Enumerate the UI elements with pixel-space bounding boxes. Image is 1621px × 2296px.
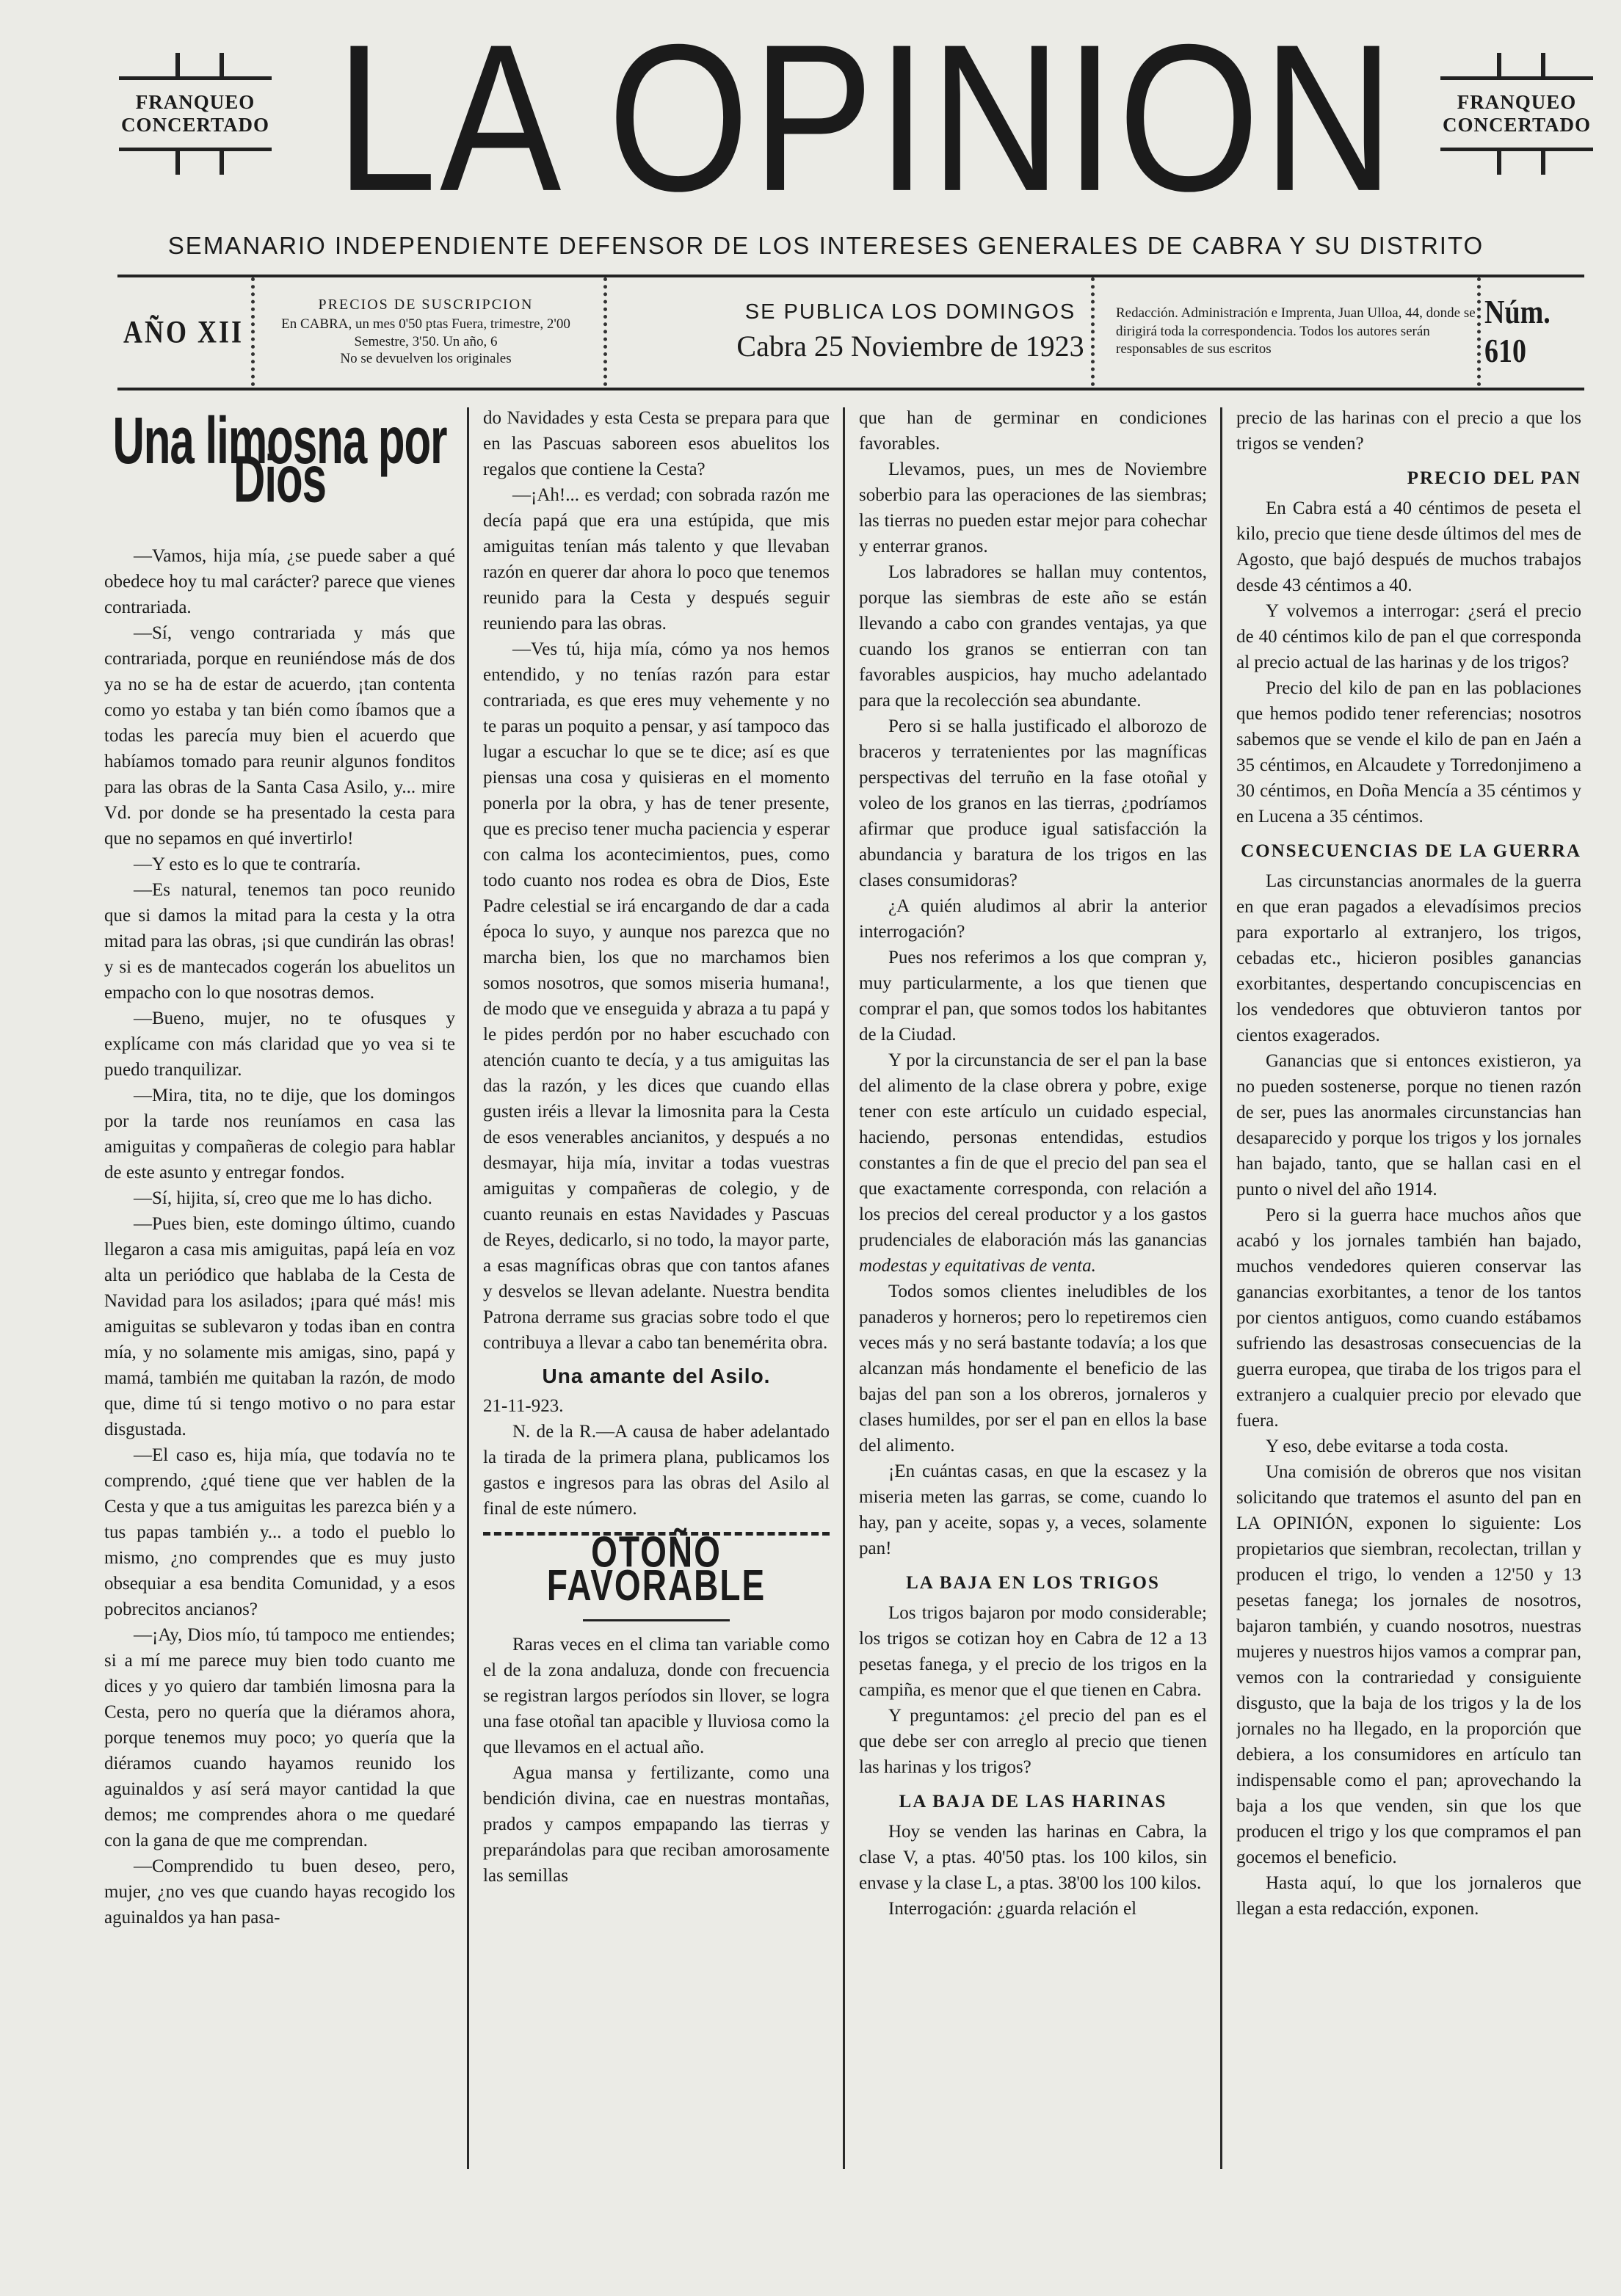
section-heading-consecuencias: CONSECUENCIAS DE LA GUERRA [1241,841,1581,861]
column-1 [104,405,455,2189]
paragraph: Hasta aquí, lo que los jornaleros que llegan a esta redacción, exponen. [1236,1873,1581,1919]
article-signature: Una amante del Asilo. [542,1365,771,1387]
column-2 [483,405,830,2189]
info-band [117,277,1584,386]
band-bottom-rule [117,388,1584,390]
paragraph: —Pues bien, este domingo último, cuando llegaron a casa mis amiguitas, papá leía en voz alta un periódico que hablaba de la Cesta de Navidad para los asilados; ¡para qué más! mis amiguitas se sublevaron y todas iban en contra mía, y no solamente mis amigas, sino, papá y mamá, también me quitaban la razón, de modo que, dime tú si tengo motivo o no para estar disgustada. [104,1214,455,1439]
editorial-address: Redacción. Administración e Imprenta, Juan Ulloa, 44, donde se dirigirá toda la correspondencia. Todos los autores serán responsables de sus escritos [1116,305,1476,357]
article-title-otono: OTOÑO FAVORABLE [546,1526,766,1610]
paragraph: Y volvemos a interrogar: ¿será el precio de 40 céntimos kilo de pan el que corresponda al precio actual de las harinas y de los trigos? [1236,601,1581,672]
paragraph: ¡En cuántas casas, en que la escasez y la miseria meten las garras, se come, cuando lo hay, pan y aceite, sopas y, a veces, solamente pan! [859,1461,1207,1558]
prices-body: En CABRA, un mes 0'50 ptas Fuera, trimestre, 2'00 Semestre, 3'50. Un año, 6 [281,316,570,349]
paragraph: Una comisión de obreros que nos visitan solicitando que tratemos el asunto del pan en LA OPINIÓN, exponen lo siguiente: Los propietarios que siembran, recolectan, trillan y producen el trigo, lo venden a 12'50 y 13 pesetas fanega; los jornales de nosotros, bajaron también, y cuando nosotros, nuestras mujeres y nuestros hijos vamos a comprar pan, vemos con la contrariedad y consiguiente disgusto, que la baja de los trigos y la de los jornales no ha llegado, en la proporción que debiera, a los consumidores en artículo tan indispensable como el pan; aprovechando la baja a los que venden, sin que los que producen el trigo y los que compramos el pan gocemos el beneficio. [1236,1462,1581,1867]
paragraph: Hoy se venden las harinas en Cabra, la clase V, a ptas. 40'50 ptas. los 100 kilos, sin envase y la clase L, a ptas. 38'00 los 100 kilos. [859,1822,1207,1893]
section-heading-baja-trigos: LA BAJA EN LOS TRIGOS [906,1573,1160,1593]
paragraph: Raras veces en el clima tan variable como el de la zona andaluza, donde con frecuencia se registran largos períodos sin llover, se logra una fase otoñal tan apacible y lluviosa como la que llevamos en el actual año. [483,1635,830,1757]
paragraph: —Mira, tita, no te dije, que los domingos por la tarde nos reuníamos en casa las amiguitas y compañeras de colegio para hablar de este asunto y entregar fondos. [104,1086,455,1182]
paragraph: Agua mansa y fertilizante, como una bendición divina, cae en nuestras montañas, prados y campos empapando las tierras y preparándolas para que reciban amorosamente las semillas [483,1763,830,1886]
franqueo-stamp-left-text: FRANQUEO CONCERTADO [119,76,272,151]
paragraph: —Ves tú, hija mía, cómo ya nos hemos entendido, y no tenías razón para estar contrariada, es que eres muy vehemente y no te paras un poquito a pensar, y así tampoco das lugar a escuchar lo que se te dice; así es que piensas una cosa y quisieras en el momento ponerla por la obra, y has de tener presente, que es preciso tener mucha paciencia y esperar con calma los acontecimientos, pues, como todo cuanto nos rodea es obra de Dios, Este Padre celestial se irá encargando de dar a cada época lo suyo, y aunque nos parezca que no marcha bien, los que no marchamos bien somos nosotros, que somos miseria humana!, de modo que ve enseguida y abraza a tu papá y le pides perdón por no haber escuchado con atención cuanto te decía, y a tus amiguitas las das la razón, y les dices que cuando ellas gusten iréis a llevar la limosnita para la Cesta de esos venerables ancianitos, y después a no desmayar, hija mía, invitar a todas vuestras amiguitas y compañeras de colegio, y de cuanto reunais en estas Navidades y Pascuas de Reyes, dedicarlo, si no todo, la mayor parte, a esas magníficas obras que con tantos afanes y desvelos se llevan adelante. Nuestra bendita Patrona derrame sus gracias sobre todo el que contribuya a llevar a cabo tan benemérita obra. [483,639,830,1353]
column-divider-2 [843,407,845,2169]
prices-note: No se devuelven los originales [340,351,512,367]
paragraph: ¿A quién aludimos al abrir la anterior interrogación? [859,896,1207,942]
paragraph: —Bueno, mujer, no te ofusques y explícame con más claridad que yo vea si te puedo tranquilizar. [104,1009,455,1080]
publication-day: SE PUBLICA LOS DOMINGOS [744,300,1076,324]
title-underline [583,1619,730,1621]
paragraph-emphasis: modestas y equitativas de venta. [859,1256,1096,1276]
paragraph: Precio del kilo de pan en las poblaciones que hemos podido tener referencias; nosotros sabemos que se vende el kilo de pan en Jaén a 35 céntimos, en Alcaudete y Torredonjimeno a 30 céntimos, en Doña Mencía a 35 céntimos y en Lucena a 35 céntimos. [1236,678,1581,827]
paragraph: Pero si la guerra hace muchos años que acabó y los jornales también han bajado, muchos vendedores quieren conservar las ganancias exorbitantes, a tenor de los tantos por cientos antiguos, como cuando estábamos sufriendo las desastrosas consecuencias de la guerra europea, que tiraba de los trigos para el extranjero a cualquier precio por elevado que fuera. [1236,1205,1581,1431]
paragraph: —¡Ay, Dios mío, tú tampoco me entiendes; si a mí me parece muy bien todo cuanto me dices y yo quiero dar también limosna para la Cesta, pero no quería que la diéramos ahora, porque tenemos muy poco; yo quería que la diéramos cuando hayamos reunido los aguinaldos y así será mayor cantidad la que demos; me comprendes ahora o me quedaré con la gana de que me comprendan. [104,1625,455,1850]
paragraph: Los trigos bajaron por modo considerable; los trigos se cotizan hoy en Cabra de 12 a 13 pesetas fanega, y el precio de los trigos en la campiña, es menor que el que tienen en Cabra. [859,1603,1207,1700]
paragraph: do Navidades y esta Cesta se prepara para que en las Pascuas saboreen esos abuelitos los regalos que contiene la Cesta? [483,408,830,479]
paragraph: precio de las harinas con el precio a que los trigos se venden? [1236,408,1581,454]
paragraph-text: Y por la circunstancia de ser el pan la base del alimento de la clase obrera y pobre, exige tener con este artículo un cuidado especial, haciendo, personas entendidas, estudios constantes a fin de que el precio del pan sea el que exactamente corresponda, con relación a los precios del cereal productor y a los gastos prudenciales de elaboración más las ganancias [859,1050,1207,1250]
paragraph: Las circunstancias anormales de la guerra en que eran pagados a elevadísimos precios para exportarlo al extranjero, los trigos, cebadas etc., hicieron posibles ganancias exorbitantes, despertando concupiscencias en los vendedores que obtuvieron tantos por cientos exagerados. [1236,871,1581,1045]
paragraph: Pero si se halla justificado el alborozo de braceros y terratenientes por las magníficas perspectivas del terruño en la fase otoñal y voleo de los granos en las tierras, ¿podríamos afirmar que produce igual satisfacción la abundancia y baratura de los trigos en las clases consumidoras? [859,716,1207,890]
paragraph: —Vamos, hija mía, ¿se puede saber a qué obedece hoy tu mal carácter? parece que vienes contrariada. [104,546,455,617]
editor-note: N. de la R.—A causa de haber adelantado la tirada de la primera plana, publicamos los gastos e ingresos para las obras del Asilo al final de este número. [483,1422,830,1519]
paragraph: Y eso, debe evitarse a toda costa. [1266,1436,1509,1456]
paragraph: —¡Ah!... es verdad; con sobrada razón me decía papá que era una estúpida, que mis amiguitas tenían más talento y que llevaban razón en querer dar ahora lo poco que tenemos reunido para la Cesta y después seguir reuniendo para las obras. [483,485,830,633]
year-number: AÑO XII [123,314,244,349]
subscription-prices [264,277,587,386]
paragraph: —Y esto es lo que te contraría. [134,854,361,874]
newspaper-subtitle: SEMANARIO INDEPENDIENTE DEFENSOR DE LOS INTERESES GENERALES DE CABRA Y SU DISTRITO [167,232,1484,259]
franqueo-stamp-left [119,53,280,175]
column-divider-1 [467,407,469,2169]
section-heading-baja-harinas: LA BAJA DE LAS HARINAS [899,1792,1167,1812]
article-title-limosna: Una limosna por Dios [112,405,447,516]
paragraph: —Es natural, tenemos tan poco reunido que si damos la mitad para la cesta y la otra mitad para las obras, ¡si que cundirán las obras! y si es de mantecados cogerán los abuelitos un empacho con lo que nosotras demos. [104,880,455,1003]
column-4 [1236,405,1581,2189]
paragraph: Interrogación: ¿guarda relación el [888,1899,1137,1919]
section-heading-precio-pan: PRECIO DEL PAN [1407,468,1581,488]
paragraph: Llevamos, pues, un mes de Noviembre soberbio para las operaciones de las siembras; las tierras no pueden estar mejor para cohechar y enterrar granos. [859,459,1207,556]
article-date: 21-11-923. [483,1396,564,1416]
paragraph: —Comprendido tu buen deseo, pero, mujer, ¿no ves que cuando hayas recogido los aguinaldos ya han pasa- [104,1856,455,1928]
franqueo-stamp-right-text: FRANQUEO CONCERTADO [1440,76,1593,151]
paragraph: Los labradores se hallan muy contentos, porque las siembras de este año se están llevando a cabo con grandes ventajas, ya que cuando los granos se entierran con tan favorables auspicios, hay mucho adelantado para que la recolección sea abundante. [859,562,1207,711]
paragraph: Todos somos clientes ineludibles de los panaderos y horneros; pero lo repetiremos cien veces más y no será bastante todavía; a los que alcanzan más hondamente el beneficio de las bajas del pan son a los obreros, jornaleros y clases humildes, por ser el pan en ellos la base del alimento. [859,1282,1207,1456]
column-divider-3 [1220,407,1222,2169]
paragraph: En Cabra está a 40 céntimos de peseta el kilo, precio que tiene desde últimos del mes de Agosto, que bajó después de muchos trabajos desde 43 céntimos a 40. [1236,498,1581,595]
paragraph: Pues nos referimos a los que compran y, muy particularmente, a los que tienen que comprar el pan, que somos todos los habitantes de la Ciudad. [859,948,1207,1045]
paragraph: Y preguntamos: ¿el precio del pan es el que debe ser con arreglo al precio que tienen las harinas y los trigos? [859,1706,1207,1777]
paragraph: que han de germinar en condiciones favorables. [859,408,1207,454]
issue-number: Núm. 610 [1484,294,1551,370]
paragraph: —Sí, hijita, sí, creo que me lo has dicho. [134,1188,432,1208]
paragraph [859,1047,1207,1279]
paragraph: Ganancias que si entonces existieron, ya no pueden sostenerse, porque no tienen razón de ser, pues las anormales circunstancias han desaparecido y porque los trigos y los jornales han bajado, tanto, que se hallan casi en el punto o nivel del año 1914. [1236,1051,1581,1199]
paragraph: —El caso es, hija mía, que todavía no te comprendo, ¿qué tiene que ver hablen de la Cesta y que a tus amiguitas les parezca bién y a tus papas también y... a todo el pueblo lo mismo, ¿no comprendes que es muy justo obsequiar a esa bendita Comunidad, y a esos pobrecitos ancianos? [104,1445,455,1619]
newspaper-title: LA OPINION [336,0,1397,235]
prices-heading: PRECIOS DE SUSCRIPCION [318,296,534,313]
paragraph: —Sí, vengo contrariada y más que contrariada, porque en reuniéndose más de dos ya no se ha de estar de acuerdo, ¡tan contenta como yo estaba y tan bién como íbamos que a todas les parecía muy bien el acuerdo que habíamos tomado para reunir algunos fonditos para las obras de la Santa Casa Asilo, y... mire Vd. por donde se ha presentado la cesta para que no sepamos en qué invertirlo! [104,623,455,849]
issue-date: Cabra 25 Noviembre de 1923 [736,330,1084,363]
franqueo-stamp-right [1440,53,1602,175]
column-3 [859,405,1207,2189]
